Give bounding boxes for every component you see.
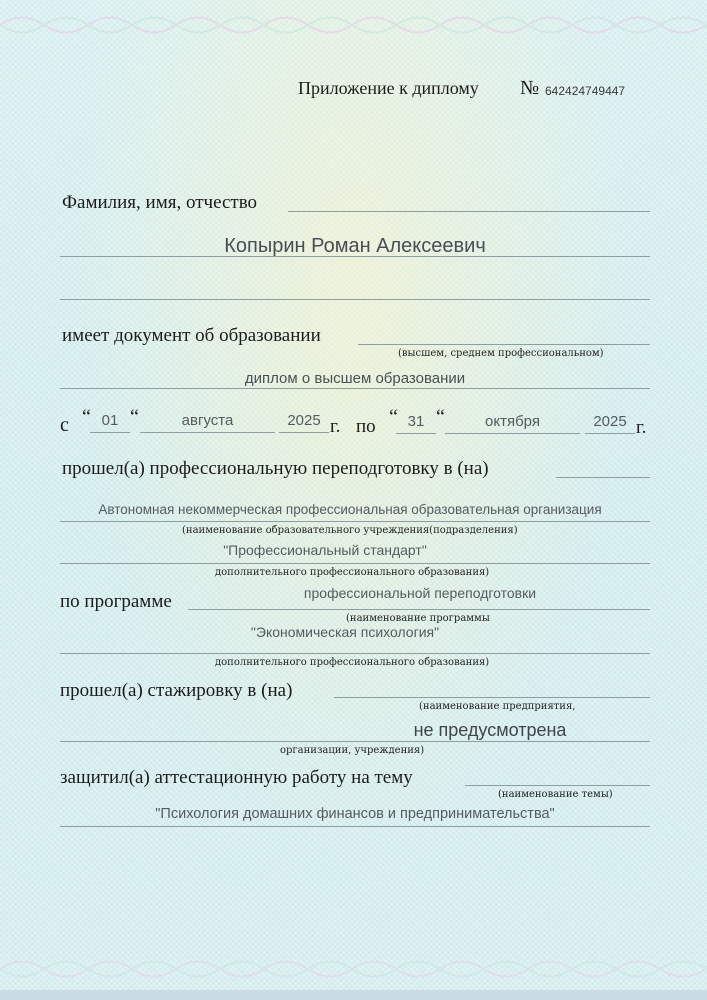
diploma-number: 642424749447 xyxy=(545,84,626,98)
education-document-label: имеет документ об образовании xyxy=(62,325,321,346)
year-suffix: г. xyxy=(330,416,341,437)
period-to-day: 31 xyxy=(407,413,425,430)
quote-mark: “ xyxy=(130,406,139,428)
quote-mark: “ xyxy=(82,406,91,428)
retraining-label: прошел(а) профессиональную переподготовку в (на) xyxy=(62,458,489,479)
underline xyxy=(60,653,650,654)
period-to-year: 2025 xyxy=(593,413,627,430)
underline xyxy=(288,211,650,212)
decorative-guilloche-band-bottom xyxy=(0,952,707,986)
underline xyxy=(60,521,650,522)
quote-mark: “ xyxy=(389,406,398,428)
decorative-guilloche-band-top xyxy=(0,8,707,42)
institution-value-2: "Профессиональный стандарт" xyxy=(223,542,427,558)
institution-hint-2: дополнительного профессионального образования) xyxy=(215,567,490,578)
education-document-value: диплом о высшем образовании xyxy=(244,370,466,387)
underline xyxy=(60,388,650,389)
underline xyxy=(60,826,650,827)
education-document-hint: (высшем, среднем профессиональном) xyxy=(398,348,604,359)
underline xyxy=(279,432,329,433)
period-from-month: августа xyxy=(181,412,234,429)
period-from-day: 01 xyxy=(101,412,119,429)
number-sign: № xyxy=(520,77,540,99)
period-from-year: 2025 xyxy=(287,412,321,429)
program-value-2: "Экономическая психология" xyxy=(250,624,440,640)
institution-hint: (наименование образовательного учреждения(подразделения) xyxy=(182,525,518,536)
program-label: по программе xyxy=(60,591,172,612)
underline xyxy=(358,344,650,345)
thesis-value: "Психология домашних финансов и предпринимательства" xyxy=(155,806,555,822)
full-name-label: Фамилия, имя, отчество xyxy=(62,192,258,213)
thesis-hint: (наименование темы) xyxy=(498,789,613,800)
year-suffix: г. xyxy=(636,417,647,438)
internship-hint: (наименование предприятия, xyxy=(419,701,576,712)
thesis-label: защитил(а) аттестационную работу на тему xyxy=(60,767,413,788)
underline xyxy=(60,256,650,257)
period-to-month: октября xyxy=(485,413,540,430)
underline xyxy=(334,697,650,698)
period-to-prefix: по xyxy=(356,416,376,437)
underline xyxy=(60,563,650,564)
underline xyxy=(465,785,650,786)
internship-label: прошел(а) стажировку в (на) xyxy=(60,680,293,701)
program-hint: (наименование программы xyxy=(346,613,490,624)
underline xyxy=(90,432,130,433)
underline xyxy=(396,433,436,434)
internship-hint-2: организации, учреждения) xyxy=(280,745,425,756)
underline xyxy=(188,609,650,610)
internship-value: не предусмотрена xyxy=(413,720,567,740)
underline xyxy=(60,741,650,742)
document-title: Приложение к диплому xyxy=(298,78,479,98)
program-hint-2: дополнительного профессионального образования) xyxy=(215,657,490,668)
underline xyxy=(140,432,275,433)
quote-mark: “ xyxy=(436,406,445,428)
underline xyxy=(556,477,650,478)
underline xyxy=(445,433,580,434)
institution-value: Автономная некоммерческая профессиональная образовательная организация xyxy=(98,502,602,517)
program-value: профессиональной переподготовки xyxy=(303,585,537,601)
period-from-prefix: с xyxy=(60,414,69,436)
underline xyxy=(60,299,650,300)
full-name-value: Копырин Роман Алексеевич xyxy=(224,235,486,257)
underline xyxy=(585,433,635,434)
bottom-edge-strip xyxy=(0,990,707,1000)
